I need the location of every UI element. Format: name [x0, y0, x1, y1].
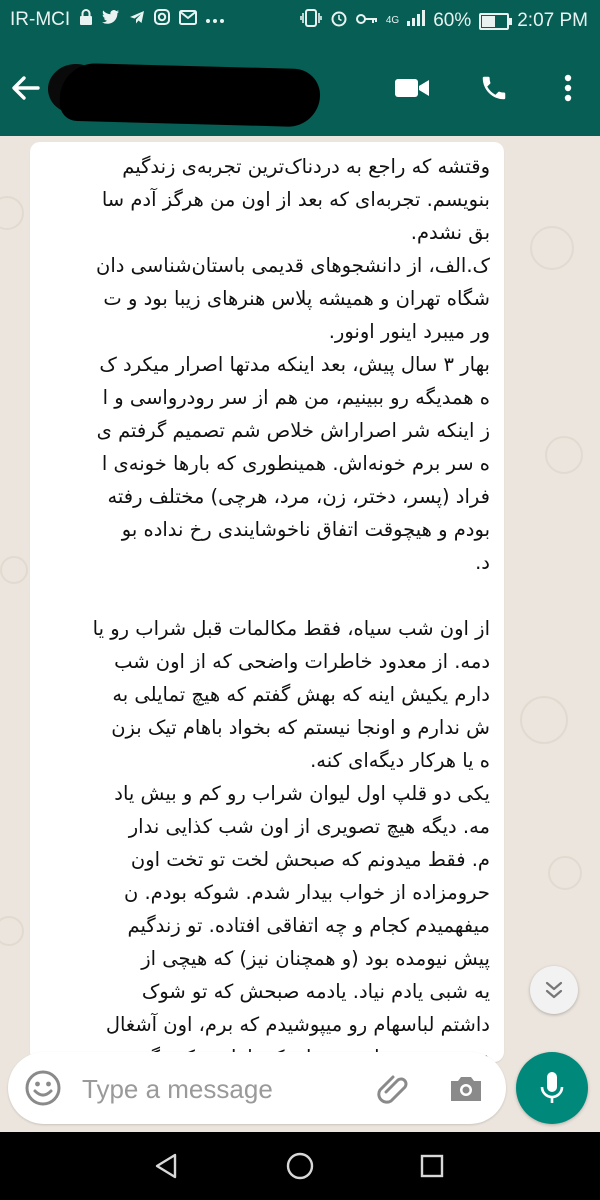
wallpaper-doodle [0, 916, 24, 946]
video-call-icon[interactable] [392, 68, 432, 108]
wallpaper-doodle [548, 856, 582, 890]
mail-icon [179, 10, 197, 31]
back-triangle-icon[interactable] [146, 1146, 186, 1186]
vibrate-icon [300, 9, 322, 33]
signal-icon [407, 10, 425, 32]
chat-header [0, 40, 600, 136]
camera-icon[interactable] [446, 1068, 486, 1108]
mic-button[interactable] [516, 1052, 588, 1124]
recents-square-icon[interactable] [412, 1146, 452, 1186]
more-vert-icon[interactable] [548, 68, 588, 108]
name-redaction [59, 63, 320, 128]
message-input[interactable] [80, 1066, 364, 1112]
emoji-icon[interactable] [24, 1069, 62, 1107]
carrier-label: IR-MCI [10, 9, 71, 30]
twitter-icon [102, 9, 120, 31]
wallpaper-doodle [0, 196, 24, 230]
double-chevron-down-icon [543, 980, 565, 1000]
wallpaper-doodle [545, 436, 583, 474]
key-icon [356, 11, 378, 31]
lock-icon [79, 9, 93, 31]
composer-pill [8, 1052, 506, 1124]
wallpaper-doodle [530, 226, 574, 270]
home-circle-icon[interactable] [280, 1146, 320, 1186]
scroll-to-bottom-button[interactable] [530, 966, 578, 1014]
back-arrow-icon[interactable] [8, 68, 48, 108]
battery-icon [479, 13, 509, 30]
status-bar-left [10, 9, 224, 31]
more-dots-icon [206, 10, 224, 30]
system-nav-bar [0, 1132, 600, 1200]
mic-icon [539, 1070, 565, 1106]
battery-percent: 60% [433, 10, 472, 31]
instagram-icon [154, 9, 170, 31]
status-time: 2:07 PM [517, 10, 588, 31]
status-bar [0, 0, 600, 40]
alarm-icon [330, 9, 348, 33]
message-bubble[interactable] [30, 142, 504, 1062]
network-type: 4G [385, 15, 400, 26]
wallpaper-doodle [0, 556, 28, 584]
message-text: وقتشه که راجع به دردناک‌ترین تجربه‌ی زندگیم بنویسم. تجربه‌ای که بعد از اون من هرگز آدم سا بق نشدم. ک.الف، از دانشجوهای قدیمی باستان‌شناسی دان شگاه تهران و همیشه پلاس هنرهای زیبا بود و ت ور میبرد اینور اونور. بهار ۳ سال پیش، بعد اینکه مدتها اصرار میکرد ک ه همدیگه رو ببینیم، من هم از سر رودرواسی و ا ز اینکه شر اصراراش خلاص شم تصمیم گرفتم ی ه سر برم خونه‌اش. همینطوری که بارها خونه‌ی ا فراد (پسر، دختر، زن، مرد، هرچی) مختلف رفته بودم و هیچوقت اتفاق ناخوشایندی رخ نداده بو د. از اون شب سیاه، فقط مکالمات قبل شراب رو یا دمه. از معدود خاطرات واضحی که از اون شب دارم یکیش اینه که بهش گفتم که هیچ تمایلی به ش ندارم و اونجا نیستم که بخواد باهام تیک بزن ه یا هرکار دیگه‌ای کنه. یکی دو قلپ اول لیوان شراب رو کم و بیش یاد مه. دیگه هیچ تصویری از اون شب کذایی ندار م. فقط میدونم که صبحش لخت تو تخت اون حرومزاده از خواب بیدار شدم. شوکه بودم. ن میفهمیدم کجام و چه اتفاقی افتاده. تو زندگیم پیش نیومده بود (و همچنان نیز) که هیچی از یه شبی یادم نیاد. یادمه صبحش که تو شوک داشتم لباسهام رو میپوشیدم که برم، اون آشغال [92, 155, 490, 1036]
battery-level-fill [482, 16, 495, 27]
telegram-icon [129, 10, 145, 31]
wallpaper-doodle [520, 696, 568, 744]
attach-icon[interactable] [372, 1068, 412, 1108]
composer-bar [0, 1040, 600, 1132]
phone-call-icon[interactable] [474, 68, 514, 108]
chat-area[interactable] [0, 136, 600, 1048]
status-bar-right [300, 9, 588, 33]
